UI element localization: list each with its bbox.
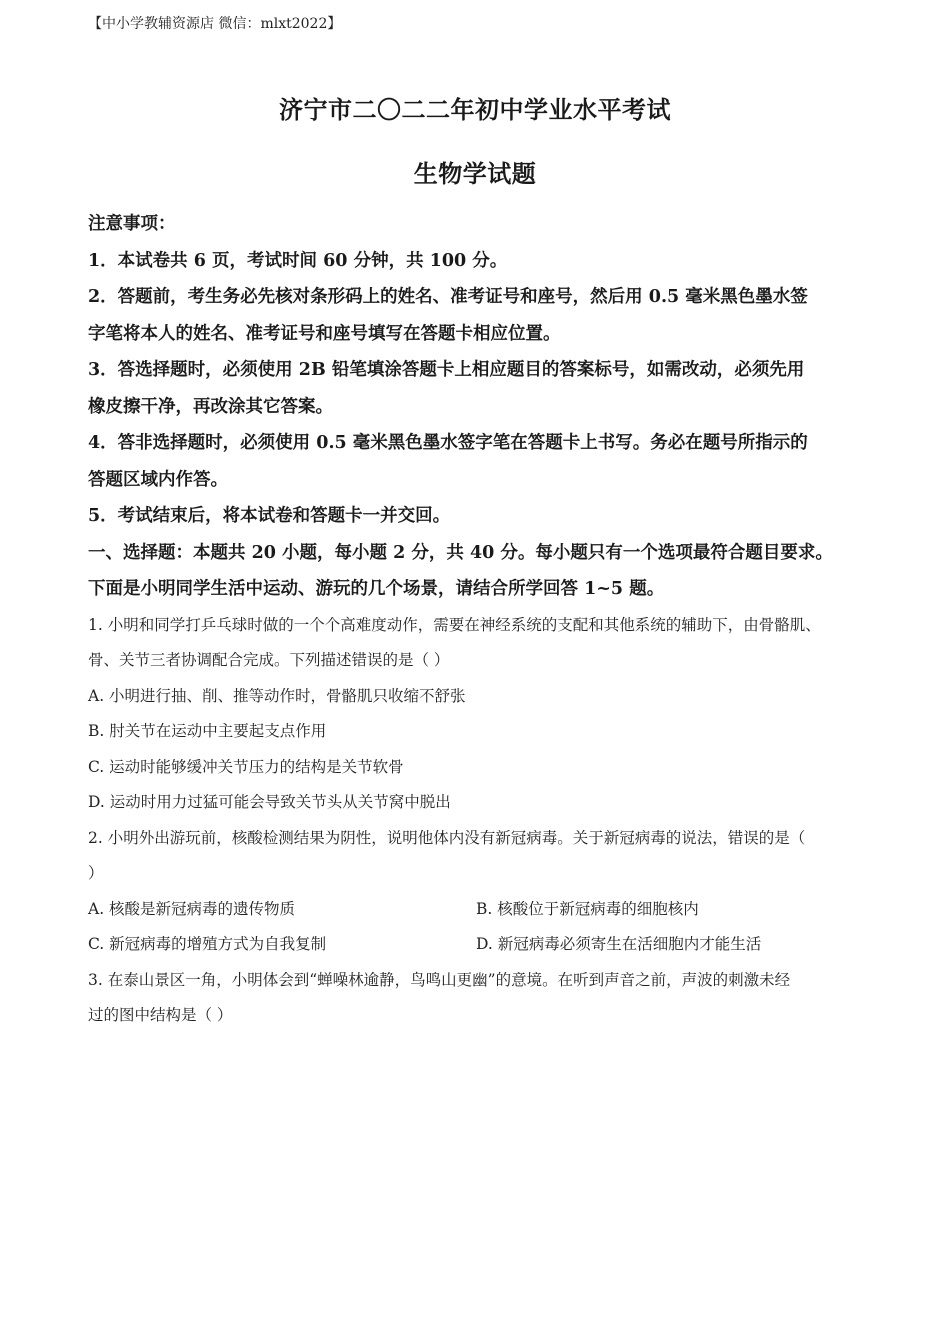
notice-item: 橡皮擦干净，再改涂其它答案。 [88, 396, 333, 417]
question-1 [88, 608, 878, 821]
notice-item: 5．考试结束后，将本试卷和答题卡一并交回。 [88, 506, 451, 526]
option-d: D. 新冠病毒必须寄生在活细胞内才能生活 [476, 935, 762, 953]
option-row [88, 892, 878, 928]
option-b: B. 核酸位于新冠病毒的细胞核内 [476, 899, 699, 918]
question-stem: ） [88, 864, 104, 882]
notice-item: 2．答题前，考生务必先核对条形码上的姓名、准考证号和座号，然后用 0.5 毫米黑色墨水签 [88, 287, 808, 307]
notice-item: 答题区域内作答。 [88, 469, 228, 490]
notice-heading: 注意事项： [88, 214, 176, 234]
exam-subtitle: 生物学试题 [413, 159, 537, 188]
section-heading: 一、选择题：本题共 20 小题，每小题 2 分，共 40 分。每小题只有一个选项最符合题目要求。 [88, 542, 833, 563]
notice-item: 字笔将本人的姓名、准考证号和座号填写在答题卡相应位置。 [88, 323, 561, 344]
option-c: C. 运动时能够缓冲关节压力的结构是关节软骨 [88, 757, 404, 776]
document-body [88, 206, 878, 1034]
option-b: B. 肘关节在运动中主要起支点作用 [88, 722, 327, 740]
question-stem: 过的图中结构是（ ） [88, 1006, 233, 1024]
option-row [88, 927, 878, 963]
notice-item: 3．答选择题时，必须使用 2B 铅笔填涂答题卡上相应题目的答案标号，如需改动，必须先用 [88, 360, 805, 380]
option-a: A. 核酸是新冠病毒的遗传物质 [88, 899, 296, 918]
option-c: C. 新冠病毒的增殖方式为自我复制 [88, 935, 327, 953]
option-d: D. 运动时用力过猛可能会导致关节头从关节窝中脱出 [88, 793, 451, 811]
section-intro: 下面是小明同学生活中运动、游玩的几个场景，请结合所学回答 1~5 题。 [88, 579, 665, 599]
question-stem: 骨、关节三者协调配合完成。下列描述错误的是（ ） [88, 651, 450, 669]
question-3 [88, 963, 878, 1034]
question-stem: 2. 小明外出游玩前，核酸检测结果为阴性，说明他体内没有新冠病毒。关于新冠病毒的说法，错误的是（ [88, 828, 806, 847]
question-2 [88, 821, 878, 963]
question-stem: 1. 小明和同学打乒乓球时做的一个个高难度动作，需要在神经系统的支配和其他系统的辅助下，由骨骼肌、 [88, 615, 821, 634]
question-stem: 3. 在泰山景区一角，小明体会到“蝉噪林逾静，鸟鸣山更幽”的意境。在听到声音之前，声波的刺激未经 [88, 970, 791, 989]
exam-title: 济宁市二〇二二年初中学业水平考试 [279, 95, 671, 124]
notice-item: 4．答非选择题时，必须使用 0.5 毫米黑色墨水签字笔在答题卡上书写。务必在题号所指示的 [88, 433, 808, 453]
header-note: 【中小学教辅资源店 微信：mlxt2022】 [88, 16, 342, 32]
notice-item: 1．本试卷共 6 页，考试时间 60 分钟，共 100 分。 [88, 250, 508, 271]
option-a: A. 小明进行抽、削、推等动作时，骨骼肌只收缩不舒张 [88, 686, 466, 705]
